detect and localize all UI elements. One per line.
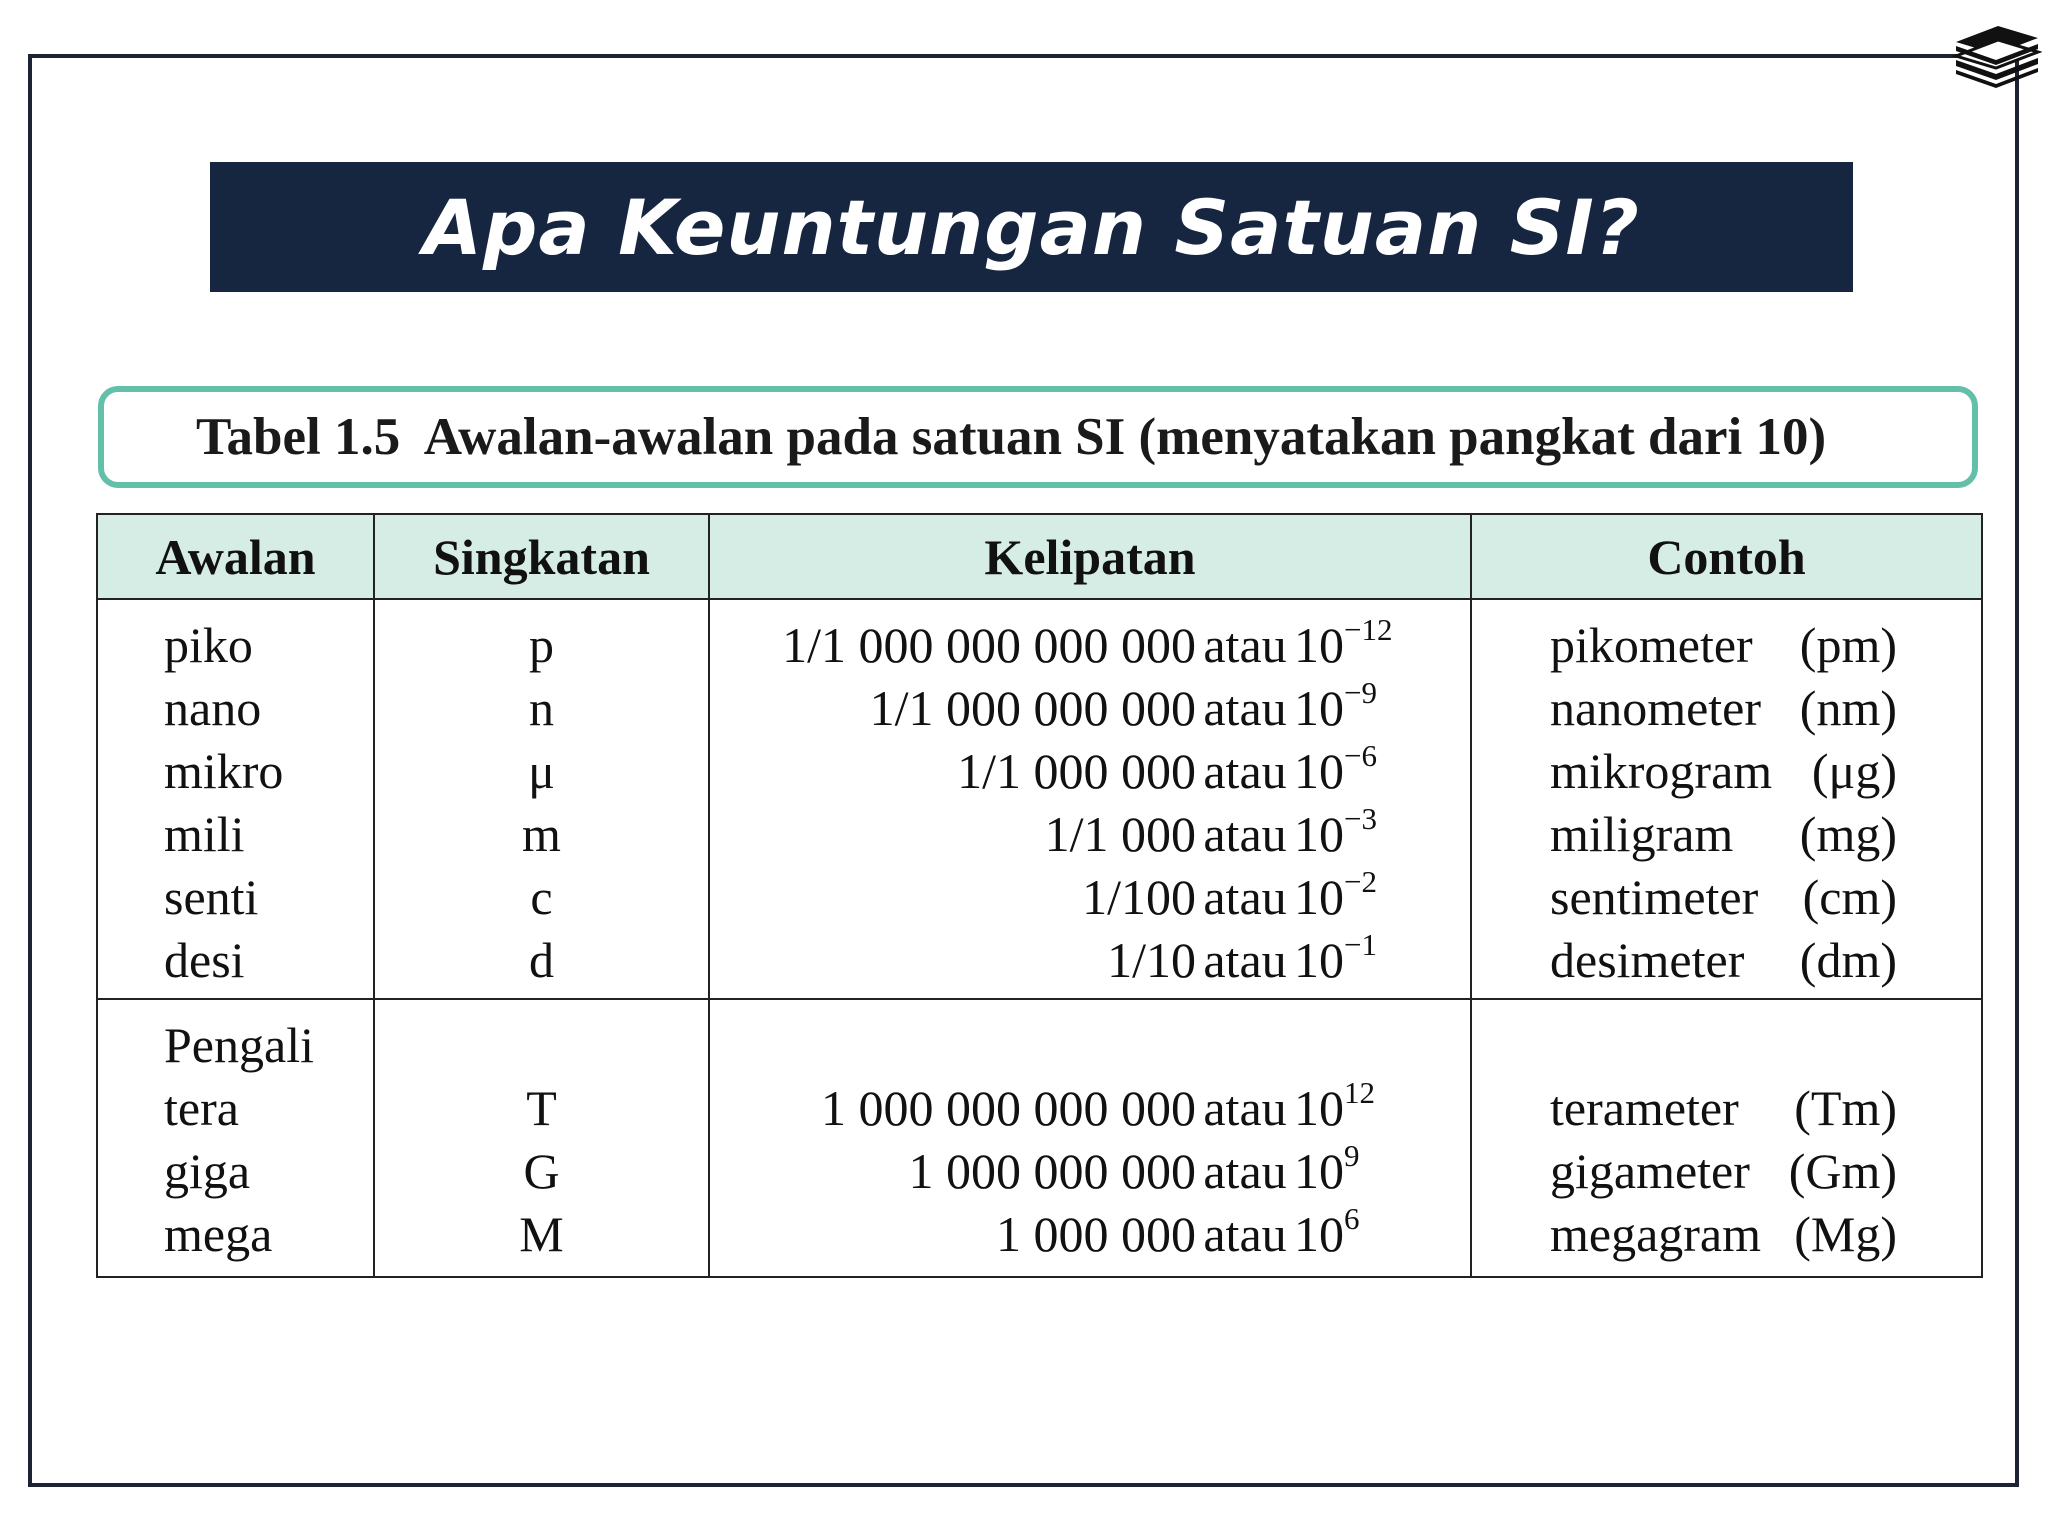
example-unit-symbol: (μg) (1811, 743, 1897, 799)
multiple-line (710, 1140, 1470, 1203)
symbol-cell (374, 999, 709, 1277)
prefix-cell (97, 599, 374, 999)
title-banner (210, 162, 1853, 292)
example-unit-symbol: (nm) (1799, 680, 1897, 736)
atau-word: atau (1203, 1143, 1287, 1199)
atau-word: atau (1203, 869, 1287, 925)
power-base: 10 (1294, 932, 1344, 988)
multiple-fraction: 1/10 (1107, 932, 1196, 988)
multiplier-heading: Pengali (164, 1017, 314, 1073)
power-base: 10 (1294, 617, 1344, 673)
prefix-symbol: m (522, 806, 561, 862)
power-of-ten (1294, 803, 1404, 866)
table-caption (98, 386, 1978, 488)
example-unit-name: terameter (1550, 1080, 1739, 1136)
prefix-symbol: d (529, 932, 554, 988)
example-unit-name: miligram (1550, 806, 1734, 862)
multiple-cell (709, 999, 1471, 1277)
multiple-fraction: 1/1 000 (1044, 806, 1196, 862)
slide-title: Apa Keuntungan Satuan SI? (423, 182, 1640, 272)
multiple-line (710, 803, 1470, 866)
prefix-name: nano (164, 680, 262, 736)
prefix-symbol: μ (528, 743, 555, 799)
power-base: 10 (1294, 743, 1344, 799)
prefix-name: desi (164, 932, 245, 988)
prefix-symbol: G (523, 1143, 560, 1199)
power-base: 10 (1294, 1206, 1344, 1262)
power-of-ten (1294, 1203, 1404, 1266)
multiple-line (710, 1203, 1470, 1266)
header-awalan: Awalan (97, 514, 374, 599)
example-unit-symbol: (dm) (1799, 932, 1897, 988)
si-prefix-table (96, 513, 1983, 1278)
power-exponent: −6 (1344, 738, 1377, 773)
example-line (1472, 929, 1981, 992)
symbol-cell (374, 599, 709, 999)
example-line (1472, 803, 1981, 866)
power-of-ten (1294, 929, 1404, 992)
multiple-fraction: 1/1 000 000 000 000 (782, 617, 1196, 673)
multiple-line (710, 614, 1470, 677)
prefix-symbol: c (530, 869, 553, 925)
atau-word: atau (1203, 680, 1287, 736)
prefix-name: mikro (164, 743, 284, 799)
power-exponent: −1 (1344, 927, 1377, 962)
power-of-ten (1294, 614, 1404, 677)
atau-word: atau (1203, 932, 1287, 988)
power-of-ten (1294, 1140, 1404, 1203)
atau-word: atau (1203, 1206, 1287, 1262)
multiple-line (710, 677, 1470, 740)
caption-text: Awalan-awalan pada satuan SI (menyatakan pangkat dari 10) (423, 408, 1827, 466)
prefix-cell (97, 999, 374, 1277)
multiple-fraction: 1/100 (1082, 869, 1196, 925)
power-base: 10 (1294, 806, 1344, 862)
example-unit-name: nanometer (1550, 680, 1762, 736)
prefix-symbol: M (519, 1206, 564, 1262)
blank-line (1472, 1014, 1981, 1077)
header-singkatan: Singkatan (374, 514, 709, 599)
power-base: 10 (1294, 1143, 1344, 1199)
prefix-symbol: T (526, 1080, 557, 1136)
example-line (1472, 740, 1981, 803)
multiple-cell (709, 599, 1471, 999)
multiple-fraction: 1 000 000 000 (908, 1143, 1196, 1199)
prefix-name: tera (164, 1080, 239, 1136)
power-exponent: −2 (1344, 864, 1377, 899)
power-of-ten (1294, 740, 1404, 803)
example-unit-name: pikometer (1550, 617, 1753, 673)
small-prefix-group (97, 599, 1982, 999)
example-line (1472, 866, 1981, 929)
prefix-symbol: p (529, 617, 554, 673)
power-of-ten (1294, 1077, 1404, 1140)
table-header-row (97, 514, 1982, 599)
power-base: 10 (1294, 869, 1344, 925)
power-base: 10 (1294, 680, 1344, 736)
power-exponent: 12 (1344, 1075, 1375, 1110)
power-exponent: −3 (1344, 801, 1377, 836)
example-cell (1471, 999, 1982, 1277)
prefix-name: piko (164, 617, 253, 673)
example-unit-symbol: (cm) (1802, 869, 1897, 925)
example-unit-symbol: (Gm) (1788, 1143, 1897, 1199)
multiple-fraction: 1 000 000 000 000 (821, 1080, 1196, 1136)
example-unit-name: desimeter (1550, 932, 1745, 988)
power-exponent: 6 (1344, 1201, 1360, 1236)
atau-word: atau (1203, 617, 1287, 673)
example-unit-symbol: (mg) (1799, 806, 1897, 862)
example-line (1472, 1140, 1981, 1203)
power-of-ten (1294, 677, 1404, 740)
blank-line (375, 1014, 708, 1077)
prefix-name: mega (164, 1206, 273, 1262)
stacked-books-icon (1952, 22, 2042, 88)
example-line (1472, 1077, 1981, 1140)
example-unit-name: gigameter (1550, 1143, 1750, 1199)
power-exponent: 9 (1344, 1138, 1360, 1173)
atau-word: atau (1203, 1080, 1287, 1136)
caption-label: Tabel 1.5 (196, 408, 401, 466)
blank-line (710, 1014, 1470, 1077)
prefix-name: giga (164, 1143, 251, 1199)
atau-word: atau (1203, 806, 1287, 862)
example-unit-name: megagram (1550, 1206, 1762, 1262)
power-base: 10 (1294, 1080, 1344, 1136)
multiple-fraction: 1/1 000 000 000 (869, 680, 1196, 736)
power-of-ten (1294, 866, 1404, 929)
atau-word: atau (1203, 743, 1287, 799)
example-line (1472, 614, 1981, 677)
power-exponent: −12 (1344, 612, 1393, 647)
example-cell (1471, 599, 1982, 999)
multiple-line (710, 929, 1470, 992)
multiple-line (710, 866, 1470, 929)
example-line (1472, 1203, 1981, 1266)
example-unit-name: mikrogram (1550, 743, 1773, 799)
multiple-fraction: 1 000 000 (996, 1206, 1196, 1262)
power-exponent: −9 (1344, 675, 1377, 710)
header-contoh: Contoh (1471, 514, 1982, 599)
multiple-fraction: 1/1 000 000 (957, 743, 1196, 799)
header-kelipatan: Kelipatan (709, 514, 1471, 599)
example-unit-symbol: (pm) (1799, 617, 1897, 673)
example-unit-symbol: (Mg) (1794, 1206, 1897, 1262)
prefix-name: senti (164, 869, 259, 925)
multiple-line (710, 740, 1470, 803)
multiple-line (710, 1077, 1470, 1140)
prefix-name: mili (164, 806, 245, 862)
large-prefix-group (97, 999, 1982, 1277)
example-unit-name: sentimeter (1550, 869, 1759, 925)
example-unit-symbol: (Tm) (1794, 1080, 1897, 1136)
example-line (1472, 677, 1981, 740)
prefix-symbol: n (529, 680, 554, 736)
